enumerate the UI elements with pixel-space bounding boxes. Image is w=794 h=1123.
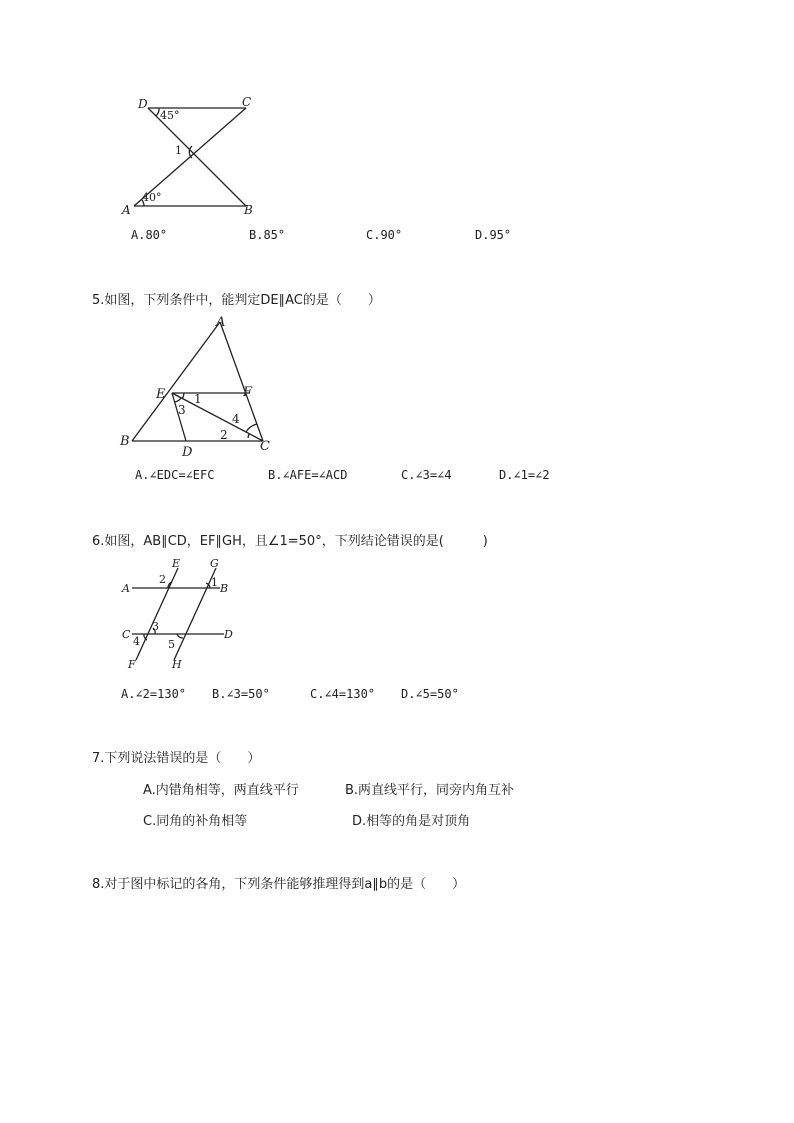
q6-label-angle4: 4: [133, 635, 140, 648]
q4-label-angle1: 1: [175, 144, 182, 157]
q5-label-angle3: 3: [178, 403, 186, 417]
q6-label-h: H: [172, 658, 182, 670]
q5-label-b: B: [120, 434, 130, 449]
q6-figure: [116, 556, 240, 670]
q7-option-d: D.相等的角是对顶角: [352, 814, 471, 829]
q6-option-a: A.∠2=130°: [121, 687, 187, 701]
q5-label-angle2: 2: [220, 428, 228, 442]
q5-label-angle4: 4: [232, 412, 240, 426]
q6-label-a: A: [122, 582, 130, 595]
q4-option-b: B.85°: [249, 228, 286, 242]
q5-option-d: D.∠1=∠2: [499, 468, 550, 482]
q6-stem: 6.如图，AB∥CD，EF∥GH，且∠1=50°，下列结论错误的是( ): [92, 534, 488, 549]
q4-angle-40: 40°: [142, 191, 162, 204]
q6-label-b: B: [220, 582, 229, 595]
q6-option-d: D.∠5=50°: [401, 687, 459, 701]
q7-option-c: C.同角的补角相等: [143, 814, 248, 829]
q5-label-a: A: [216, 315, 226, 330]
q4-label-a: A: [122, 203, 131, 217]
q6-label-e: E: [172, 557, 181, 570]
q7-option-a: A.内错角相等，两直线平行: [143, 783, 299, 798]
q4-label-d: D: [138, 97, 148, 111]
q5-label-c: C: [260, 439, 270, 454]
q6-label-d: D: [224, 628, 233, 641]
q5-option-c: C.∠3=∠4: [401, 468, 452, 482]
q6-label-angle2: 2: [159, 573, 166, 586]
q4-label-c: C: [242, 95, 252, 109]
q6-label-f: F: [128, 658, 136, 670]
q5-label-angle1: 1: [194, 392, 202, 406]
q6-label-angle1: 1: [211, 576, 218, 589]
q7-option-b: B.两直线平行，同旁内角互补: [345, 783, 515, 798]
q7-stem: 7.下列说法错误的是（ ）: [92, 751, 261, 766]
q4-label-b: B: [244, 203, 253, 217]
q6-label-g: G: [210, 557, 219, 570]
q8-stem: 8.对于图中标记的各角，下列条件能够推理得到a∥b的是（ ）: [92, 877, 466, 892]
q4-option-c: C.90°: [366, 228, 403, 242]
q5-label-e: E: [156, 387, 166, 402]
q6-option-b: B.∠3=50°: [212, 687, 270, 701]
q5-label-f: F: [243, 385, 253, 400]
q5-option-b: B.∠AFE=∠ACD: [268, 468, 348, 482]
q5-figure: [116, 312, 280, 458]
q4-figure: [112, 94, 272, 218]
q6-label-angle3: 3: [152, 620, 159, 633]
q6-option-c: C.∠4=130°: [310, 687, 376, 701]
q4-angle-45: 45°: [160, 109, 180, 122]
q4-option-d: D.95°: [475, 228, 512, 242]
q5-label-d: D: [182, 445, 193, 458]
q6-label-angle5: 5: [168, 638, 175, 651]
q5-stem: 5.如图，下列条件中，能判定DE∥AC的是（ ）: [92, 293, 381, 308]
q4-option-a: A.80°: [131, 228, 168, 242]
q5-option-a: A.∠EDC=∠EFC: [135, 468, 215, 482]
q6-label-c: C: [122, 628, 131, 641]
